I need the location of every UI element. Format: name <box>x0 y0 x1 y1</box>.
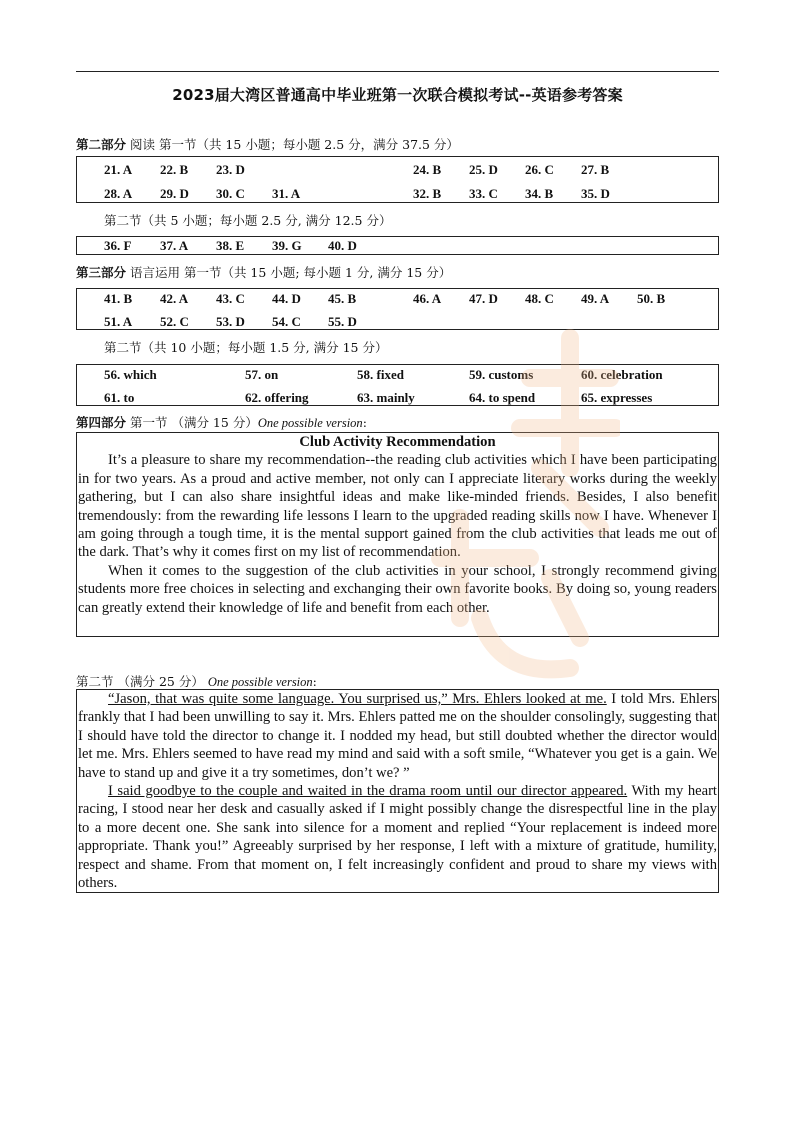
top-rule <box>76 71 719 72</box>
answer-22: 22. B <box>160 162 189 177</box>
answer-44: 44. D <box>272 291 301 306</box>
essay2-paragraph-1 <box>78 690 717 782</box>
answer-28: 28. A <box>104 186 133 201</box>
answer-52: 52. C <box>160 314 189 329</box>
part2-section1-answer-box <box>76 156 719 203</box>
answer-36: 36. F <box>104 238 132 253</box>
part4-heading-text: 第一节 （满分 15 分） <box>126 415 258 430</box>
answer-26: 26. C <box>525 162 554 177</box>
page-title: 2023届大湾区普通高中毕业班第一次联合模拟考试--英语参考答案 <box>172 86 623 104</box>
essay2-paragraph-2 <box>78 782 717 892</box>
answer-47: 47. D <box>469 291 498 306</box>
essay-club-recommendation <box>76 432 719 637</box>
answer-32: 32. B <box>413 186 442 201</box>
part2-section2-answer-box <box>76 236 719 255</box>
part4-heading-colon: : <box>362 415 367 430</box>
part4-heading <box>76 413 367 431</box>
answer-34: 34. B <box>525 186 554 201</box>
answer-25: 25. D <box>469 162 498 177</box>
essay2-paragraph-1-body: I told Mrs. Ehlers frankly that I had been unwilling to say it. Mrs. Ehlers patted me on the shoulder consolingly, suggesting that I should have told the director to change it. I nodded my head, but still doubted whether the director would let me. Mrs. Ehlers seemed to have read my mind and said with a soft smile, “Whatever you get is a gain. We have to stand up and give it a try sometimes, don’t we? ” <box>78 691 717 781</box>
answer-39: 39. G <box>272 238 302 253</box>
essay1-paragraph-2: When it comes to the suggestion of the club activities in your school, I strongly recommend giving students more free choices in selecting and exchanging their own favorite books. By doing so, young readers can greatly extend their knowledge of life and benefit from each other. <box>78 562 717 616</box>
answer-51: 51. A <box>104 314 133 329</box>
answer-31: 31. A <box>272 186 301 201</box>
answer-37: 37. A <box>160 238 189 253</box>
part4-section2-heading-colon: : <box>312 674 317 689</box>
essay-title: Club Activity Recommendation <box>299 434 496 450</box>
answer-42: 42. A <box>160 291 189 306</box>
answer-60: 60. celebration <box>581 367 663 382</box>
answer-53: 53. D <box>216 314 245 329</box>
answer-33: 33. C <box>469 186 498 201</box>
answer-21: 21. A <box>104 162 133 177</box>
part2-heading-label: 第二部分 <box>76 137 127 152</box>
answer-54: 54. C <box>272 314 301 329</box>
part3-section2-heading: 第二节（共 10 小题；每小题 1.5 分, 满分 15 分） <box>104 340 388 355</box>
answer-24: 24. B <box>413 162 442 177</box>
part4-heading-label: 第四部分 <box>76 415 127 430</box>
part2-heading <box>76 135 459 153</box>
essay2-paragraph-1-opening: “Jason, that was quite some language. You surprised us,” Mrs. Ehlers looked at me. <box>108 691 607 707</box>
answer-63: 63. mainly <box>357 390 415 405</box>
part3-heading-label: 第三部分 <box>76 265 127 280</box>
answer-23: 23. D <box>216 162 245 177</box>
essay2-paragraph-2-body: With my heart racing, I stood near her desk and casually asked if I might possibly change the disrespectful line in the play to a more decent one. She sank into silence for a moment and replied “Your replacement is indeed more appropriate. Thank you!” Agreeably surprised by her response, I left with a mixture of gratitude, humility, respect and shame. From that moment on, I felt increasingly confident and proud to share my views with others. <box>78 783 717 892</box>
answer-50: 50. B <box>637 291 666 306</box>
part3-section1-answer-box <box>76 288 719 330</box>
answer-57: 57. on <box>245 367 279 382</box>
answer-46: 46. A <box>413 291 442 306</box>
part2-heading-text: 阅读 第一节（共 15 小题；每小题 2.5 分，满分 37.5 分） <box>126 137 459 152</box>
part3-section2-answer-box <box>76 364 719 406</box>
answer-30: 30. C <box>216 186 245 201</box>
answer-38: 38. E <box>216 238 245 253</box>
answer-65: 65. expresses <box>581 390 653 405</box>
answer-55: 55. D <box>328 314 357 329</box>
answer-48: 48. C <box>525 291 554 306</box>
answer-62: 62. offering <box>245 390 309 405</box>
answer-49: 49. A <box>581 291 610 306</box>
answer-35: 35. D <box>581 186 610 201</box>
answer-45: 45. B <box>328 291 357 306</box>
answer-61: 61. to <box>104 390 135 405</box>
part3-heading <box>76 263 451 281</box>
part4-section2-version-label: One possible version <box>207 675 313 689</box>
answer-43: 43. C <box>216 291 245 306</box>
essay2-paragraph-2-opening: I said goodbye to the couple and waited in the drama room until our director appeared. <box>108 783 628 800</box>
answer-58: 58. fixed <box>357 367 404 382</box>
answer-40: 40. D <box>328 238 357 253</box>
part3-heading-text: 语言运用 第一节（共 15 小题; 每小题 1 分, 满分 15 分） <box>126 265 452 280</box>
answer-27: 27. B <box>581 162 610 177</box>
essay-continuation <box>76 689 719 893</box>
answer-41: 41. B <box>104 291 133 306</box>
answer-59: 59. customs <box>469 367 534 382</box>
part4-version-label: One possible version <box>257 416 363 430</box>
answer-64: 64. to spend <box>469 390 536 405</box>
part4-section2-heading-text: 第二节 （满分 25 分） <box>76 674 204 689</box>
essay1-paragraph-1: It’s a pleasure to share my recommendation--the reading club activities which I have been participating in for two years. As a proud and active member, not only can I appreciate literary works during the weekly gathering, but I can also share insightful ideas and make like-minded friends. Besides, I also benefit tremendously: from the rewarding life lessons I learn to the upgraded reading skills now I have. Whenever I am going through a tough time, it is the mental support gained from the club activities that leads me out of the dark. That’s why it comes first on my list of recommendation. <box>78 452 717 561</box>
part4-section2-heading <box>76 672 317 690</box>
answer-56: 56. which <box>104 367 157 382</box>
answer-29: 29. D <box>160 186 189 201</box>
part2-section2-heading: 第二节（共 5 小题；每小题 2.5 分, 满分 12.5 分） <box>104 213 392 228</box>
